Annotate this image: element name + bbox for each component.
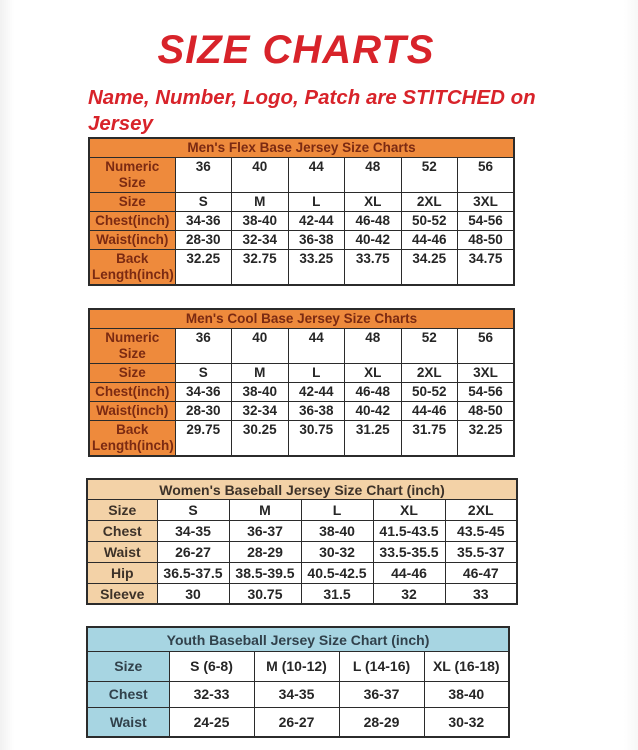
size-cell: S xyxy=(157,499,229,520)
youth-size-table xyxy=(86,626,510,738)
table-row xyxy=(87,520,517,541)
mens-cool-table-section xyxy=(0,308,638,457)
row-label: Size xyxy=(89,193,175,212)
size-cell: 31.25 xyxy=(345,421,402,457)
size-cell: 34-36 xyxy=(175,383,232,402)
size-cell: 32.25 xyxy=(458,421,515,457)
table-row xyxy=(87,499,517,520)
page-title: SIZE CHARTS xyxy=(157,28,435,72)
size-cell: 48 xyxy=(345,329,402,364)
size-cell: 28-30 xyxy=(175,231,232,250)
size-cell: 36-37 xyxy=(339,681,424,707)
table-row xyxy=(89,364,514,383)
size-cell: 30.75 xyxy=(288,421,345,457)
size-cell: 38-40 xyxy=(301,520,373,541)
size-cell: 35.5-37 xyxy=(445,541,517,562)
table-row xyxy=(89,402,514,421)
size-cell: 38-40 xyxy=(232,212,289,231)
table-row xyxy=(87,651,509,681)
size-cell: 48-50 xyxy=(458,402,515,421)
size-cell: 54-56 xyxy=(458,383,515,402)
row-label: Waist xyxy=(87,541,157,562)
size-cell: 31.75 xyxy=(401,421,458,457)
size-cell: 44-46 xyxy=(373,562,445,583)
size-cell: 54-56 xyxy=(458,212,515,231)
size-cell: 29.75 xyxy=(175,421,232,457)
table-row xyxy=(89,421,514,457)
spacer xyxy=(0,605,638,626)
spacer xyxy=(0,457,638,478)
row-label: Chest(inch) xyxy=(89,212,175,231)
size-cell: 32-34 xyxy=(232,231,289,250)
size-cell: XL xyxy=(345,193,402,212)
row-label: Waist(inch) xyxy=(89,231,175,250)
size-cell: M xyxy=(232,193,289,212)
size-cell: L xyxy=(288,193,345,212)
youth-table-section xyxy=(0,626,638,738)
size-cell: 24-25 xyxy=(169,707,254,737)
table-row xyxy=(89,231,514,250)
size-cell: 43.5-45 xyxy=(445,520,517,541)
size-cell: 40-42 xyxy=(345,231,402,250)
table-row xyxy=(89,212,514,231)
size-cell: 44-46 xyxy=(401,402,458,421)
size-cell: 30 xyxy=(157,583,229,604)
mens-flex-size-table xyxy=(88,137,515,286)
size-cell: L (14-16) xyxy=(339,651,424,681)
size-cell: M xyxy=(232,364,289,383)
table-row xyxy=(87,707,509,737)
size-cell: 36-38 xyxy=(288,231,345,250)
size-cell: S xyxy=(175,193,232,212)
size-cell: 44 xyxy=(288,158,345,193)
table-row xyxy=(89,329,514,364)
size-cell: 28-29 xyxy=(339,707,424,737)
size-cell: 33 xyxy=(445,583,517,604)
size-cell: 32 xyxy=(373,583,445,604)
size-cell: 33.25 xyxy=(288,250,345,286)
size-cell: 31.5 xyxy=(301,583,373,604)
size-cell: 3XL xyxy=(458,193,515,212)
row-label: Chest xyxy=(87,520,157,541)
row-label: Chest xyxy=(87,681,169,707)
size-cell: 36.5-37.5 xyxy=(157,562,229,583)
row-label: Size xyxy=(87,499,157,520)
mens-flex-table-section xyxy=(0,137,638,286)
table-row xyxy=(87,583,517,604)
size-cell: 34-36 xyxy=(175,212,232,231)
size-cell: XL (16-18) xyxy=(424,651,509,681)
size-cell: M xyxy=(229,499,301,520)
size-cell: 28-29 xyxy=(229,541,301,562)
row-label: Waist(inch) xyxy=(89,402,175,421)
table-row xyxy=(89,158,514,193)
table-title: Men's Flex Base Jersey Size Charts xyxy=(89,138,514,158)
size-cell: 36 xyxy=(175,158,232,193)
size-cell: 46-48 xyxy=(345,383,402,402)
row-label: Numeric Size xyxy=(89,158,175,193)
size-cell: 48-50 xyxy=(458,231,515,250)
size-cell: 3XL xyxy=(458,364,515,383)
size-cell: 26-27 xyxy=(254,707,339,737)
size-cell: 56 xyxy=(458,158,515,193)
size-cell: L xyxy=(288,364,345,383)
womens-size-table xyxy=(86,478,518,605)
size-cell: S (6-8) xyxy=(169,651,254,681)
size-cell: 32.75 xyxy=(232,250,289,286)
size-cell: 36-37 xyxy=(229,520,301,541)
row-label: Numeric Size xyxy=(89,329,175,364)
page-subtitle: Name, Number, Logo, Patch are STITCHED on Jersey xyxy=(88,85,536,136)
size-cell: 32-34 xyxy=(232,402,289,421)
size-cell: 41.5-43.5 xyxy=(373,520,445,541)
size-cell: 28-30 xyxy=(175,402,232,421)
row-label: Size xyxy=(89,364,175,383)
size-cell: L xyxy=(301,499,373,520)
womens-table-section xyxy=(0,478,638,605)
size-cell: 40 xyxy=(232,329,289,364)
size-cell: 34-35 xyxy=(157,520,229,541)
size-cell: 44-46 xyxy=(401,231,458,250)
size-cell: 50-52 xyxy=(401,383,458,402)
size-cell: 56 xyxy=(458,329,515,364)
size-cell: 26-27 xyxy=(157,541,229,562)
size-cell: 38-40 xyxy=(424,681,509,707)
size-cell: 2XL xyxy=(445,499,517,520)
size-cell: 48 xyxy=(345,158,402,193)
mens-cool-size-table xyxy=(88,308,515,457)
size-cell: 46-47 xyxy=(445,562,517,583)
row-label: Waist xyxy=(87,707,169,737)
table-title: Women's Baseball Jersey Size Chart (inch) xyxy=(87,479,517,499)
size-cell: 30.25 xyxy=(232,421,289,457)
size-cell: 38-40 xyxy=(232,383,289,402)
size-cell: 40-42 xyxy=(345,402,402,421)
size-cell: 36-38 xyxy=(288,402,345,421)
size-cell: XL xyxy=(345,364,402,383)
size-cell: 34-35 xyxy=(254,681,339,707)
size-cell: 36 xyxy=(175,329,232,364)
table-row xyxy=(87,562,517,583)
size-cell: XL xyxy=(373,499,445,520)
size-cell: 34.25 xyxy=(401,250,458,286)
table-title: Men's Cool Base Jersey Size Charts xyxy=(89,309,514,329)
size-cell: 52 xyxy=(401,329,458,364)
row-label: Back Length(inch) xyxy=(89,421,175,457)
table-row xyxy=(87,541,517,562)
size-cell: 33.5-35.5 xyxy=(373,541,445,562)
table-row xyxy=(89,250,514,286)
size-cell: 52 xyxy=(401,158,458,193)
size-cell: 42-44 xyxy=(288,212,345,231)
spacer xyxy=(0,286,638,308)
size-cell: 44 xyxy=(288,329,345,364)
table-row xyxy=(87,681,509,707)
row-label: Hip xyxy=(87,562,157,583)
size-cell: 33.75 xyxy=(345,250,402,286)
size-cell: 50-52 xyxy=(401,212,458,231)
size-cell: 40 xyxy=(232,158,289,193)
table-row xyxy=(89,193,514,212)
size-cell: 2XL xyxy=(401,193,458,212)
size-cell: M (10-12) xyxy=(254,651,339,681)
row-label: Chest(inch) xyxy=(89,383,175,402)
size-cell: 2XL xyxy=(401,364,458,383)
table-title: Youth Baseball Jersey Size Chart (inch) xyxy=(87,627,509,651)
size-cell: 40.5-42.5 xyxy=(301,562,373,583)
size-cell: 30.75 xyxy=(229,583,301,604)
table-row xyxy=(89,383,514,402)
row-label: Back Length(inch) xyxy=(89,250,175,286)
row-label: Sleeve xyxy=(87,583,157,604)
size-cell: 32-33 xyxy=(169,681,254,707)
size-cell: 30-32 xyxy=(424,707,509,737)
size-cell: 46-48 xyxy=(345,212,402,231)
size-cell: S xyxy=(175,364,232,383)
size-cell: 30-32 xyxy=(301,541,373,562)
size-cell: 34.75 xyxy=(458,250,515,286)
size-cell: 38.5-39.5 xyxy=(229,562,301,583)
row-label: Size xyxy=(87,651,169,681)
size-cell: 32.25 xyxy=(175,250,232,286)
size-cell: 42-44 xyxy=(288,383,345,402)
